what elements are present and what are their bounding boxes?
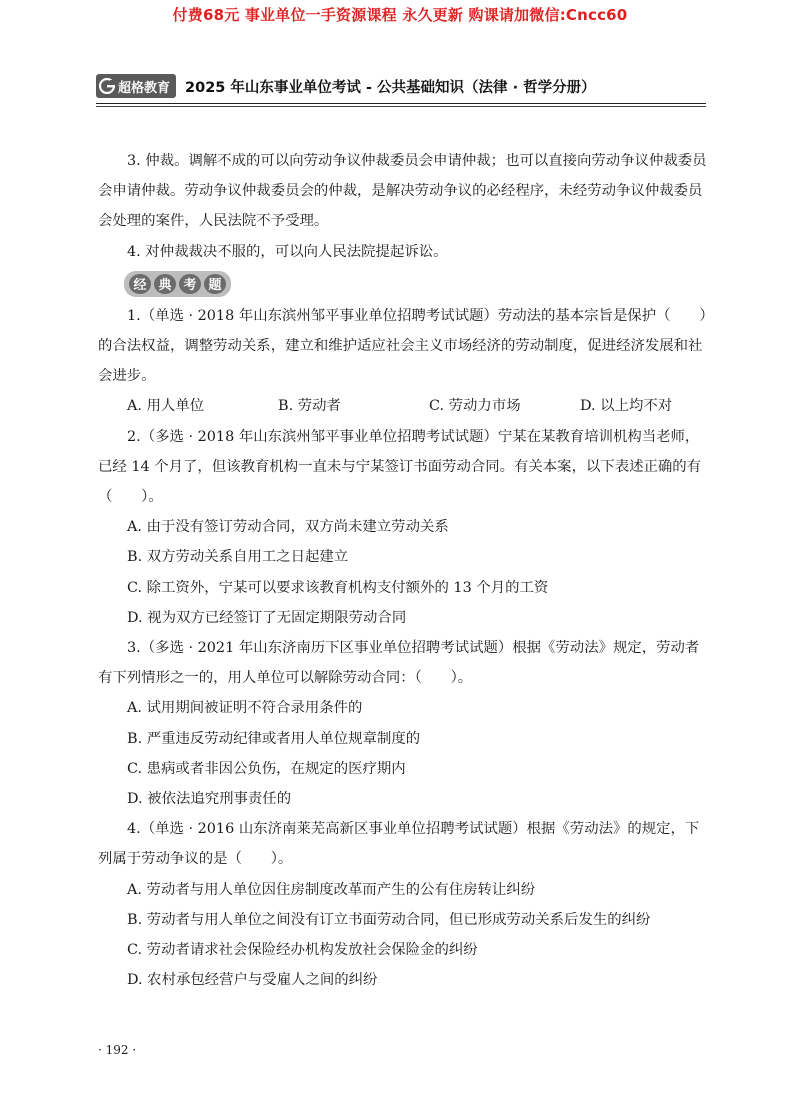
logo-text: 超格教育 (118, 80, 171, 96)
question-1-stem: 1.（单选 · 2018 年山东滨州邹平事业单位招聘考试试题）劳动法的基本宗旨是保护（ ）的合法权益，调整劳动关系，建立和维护适应社会主义市场经济的劳动制度，促进经济发展和社会进步。 (98, 307, 707, 385)
section-heading (124, 267, 708, 301)
page-header (96, 73, 706, 99)
option-c: C. 除工资外，宁某可以要求该教育机构支付额外的 13 个月的工资 (127, 579, 549, 596)
option-a: A. 劳动者与用人单位因住房制度改革而产生的公有住房转让纠纷 (127, 881, 536, 898)
option-b: B. 双方劳动关系自用工之日起建立 (127, 549, 349, 566)
header-rule-thin (96, 106, 706, 107)
option-d: D. 视为双方已经签订了无固定期限劳动合同 (127, 609, 407, 626)
badge-char: 典 (154, 274, 176, 294)
option-b: B. 劳动者 (278, 398, 341, 415)
option-d: D. 以上均不对 (580, 398, 673, 415)
question-4-stem: 4.（单选 · 2016 山东济南莱芜高新区事业单位招聘考试试题）根据《劳动法》的规定，下列属于劳动争议的是（ ）。 (98, 821, 700, 868)
option-a: A. 试用期间被证明不符合录用条件的 (127, 700, 363, 717)
question-1-options (98, 391, 708, 421)
option-b: B. 严重违反劳动纪律或者用人单位规章制度的 (127, 730, 421, 747)
option-a: A. 用人单位 (127, 398, 205, 415)
watermark-banner: 付费68元 事业单位一手资源课程 永久更新 购课请加微信:Cncc60 (172, 6, 628, 24)
header-title: 2025 年山东事业单位考试 - 公共基础知识（法律 · 哲学分册） (185, 79, 596, 96)
classic-questions-badge (124, 271, 231, 297)
page-number: · 192 · (98, 1043, 137, 1057)
option-c: C. 劳动者请求社会保险经办机构发放社会保险金的纠纷 (127, 942, 478, 959)
question-2-stem: 2.（多选 · 2018 年山东滨州邹平事业单位招聘考试试题）宁某在某教育培训机构当老师，已经 14 个月了，但该教育机构一直未与宁某签订书面劳动合同。有关本案，以下表述正确的有（ ）。 (98, 428, 702, 506)
question-3-stem: 3.（多选 · 2021 年山东济南历下区事业单位招聘考试试题）根据《劳动法》规定，劳动者有下列情形之一的，用人单位可以解除劳动合同：（ ）。 (98, 640, 700, 687)
header-rule (96, 103, 706, 104)
option-d: D. 农村承包经营户与受雇人之间的纠纷 (127, 972, 378, 989)
option-c: C. 劳动力市场 (429, 398, 521, 415)
logo-g-icon (99, 78, 115, 94)
badge-char: 考 (179, 274, 201, 294)
badge-char: 题 (204, 274, 226, 294)
option-c: C. 患病或者非因公负伤，在规定的医疗期内 (127, 760, 406, 777)
option-d: D. 被依法追究刑事责任的 (127, 791, 292, 808)
badge-char: 经 (129, 274, 151, 294)
paragraph-arbitration: 3. 仲裁。调解不成的可以向劳动争议仲裁委员会申请仲裁；也可以直接向劳动争议仲裁委员会申请仲裁。劳动争议仲裁委员会的仲裁，是解决劳动争议的必经程序，未经劳动争议仲裁委员会处理的案件，人民法院不予受理。 (98, 153, 707, 230)
option-a: A. 由于没有签订劳动合同，双方尚未建立劳动关系 (127, 519, 449, 536)
page-content (98, 146, 708, 995)
paragraph-litigation: 4. 对仲裁裁决不服的，可以向人民法院提起诉讼。 (127, 243, 448, 260)
option-b: B. 劳动者与用人单位之间没有订立书面劳动合同，但已形成劳动关系后发生的纠纷 (127, 911, 651, 928)
publisher-logo (96, 74, 176, 98)
